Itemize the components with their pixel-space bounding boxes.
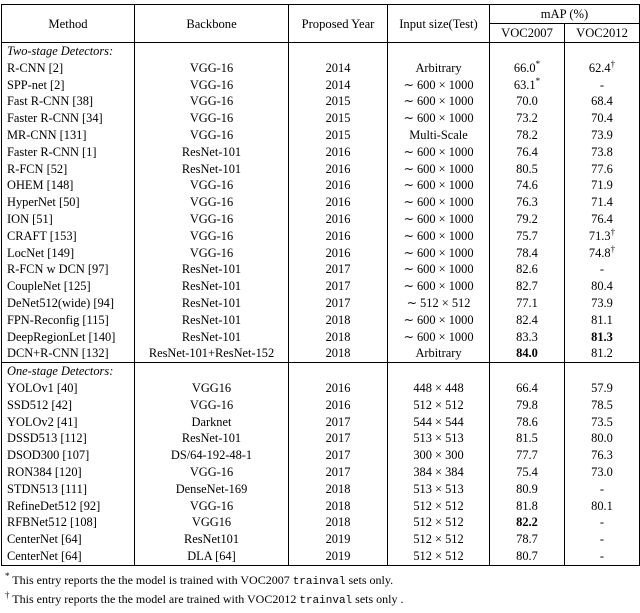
- trainval-code: trainval: [292, 575, 346, 588]
- table-row: [2, 414, 640, 431]
- proposed-year: 2017: [289, 414, 388, 431]
- backbone-value: VGG-16: [135, 397, 289, 414]
- voc2007-map: 76.3: [490, 194, 565, 211]
- empty-cell: [289, 43, 388, 60]
- proposed-year: 2017: [289, 430, 388, 447]
- voc2012-map: 73.0: [591, 464, 613, 479]
- voc2012-map: 81.3: [591, 329, 613, 344]
- backbone-value: VGG-16: [135, 77, 289, 94]
- voc2012-map: 70.4: [591, 111, 613, 126]
- proposed-year: 2015: [289, 93, 388, 110]
- proposed-year: 2016: [289, 380, 388, 397]
- proposed-year: 2017: [289, 447, 388, 464]
- input-size-value: 512 × 512: [388, 514, 490, 531]
- input-size-value: ∼ 600 × 1000: [388, 329, 490, 346]
- empty-cell: [565, 43, 640, 60]
- proposed-year: 2015: [289, 127, 388, 144]
- table-row: [2, 144, 640, 161]
- empty-cell: [388, 363, 490, 380]
- table-row: [2, 345, 640, 362]
- backbone-value: VGG-16: [135, 127, 289, 144]
- voc2007-map: 75.7: [490, 228, 565, 245]
- method-name: DeepRegionLet [140]: [2, 329, 135, 346]
- voc2007-map: 75.4: [490, 464, 565, 481]
- table-row: [2, 312, 640, 329]
- backbone-value: VGG16: [135, 380, 289, 397]
- footnote-voc2012: [5, 589, 639, 607]
- input-size-value: 512 × 512: [388, 498, 490, 515]
- detection-results-table: [1, 4, 640, 566]
- method-name: R-CNN [2]: [2, 60, 135, 77]
- section-label-row: [2, 363, 640, 380]
- voc2012-map: 81.1: [591, 312, 613, 327]
- proposed-year: 2019: [289, 548, 388, 565]
- voc2012-map: 71.9: [591, 178, 613, 193]
- voc2012-map: 80.4: [591, 279, 613, 294]
- input-size-value: Arbitrary: [388, 60, 490, 77]
- voc2007-map: 77.7: [490, 447, 565, 464]
- proposed-year: 2018: [289, 329, 388, 346]
- voc2012-map: 80.0: [591, 431, 613, 446]
- proposed-year: 2018: [289, 312, 388, 329]
- method-name: CenterNet [64]: [2, 548, 135, 565]
- voc2007-map: 82.6: [490, 261, 565, 278]
- proposed-year: 2017: [289, 261, 388, 278]
- proposed-year: 2018: [289, 498, 388, 515]
- backbone-value: ResNet-101: [135, 261, 289, 278]
- proposed-year: 2016: [289, 177, 388, 194]
- table-row: [2, 447, 640, 464]
- input-size-value: 512 × 512: [388, 548, 490, 565]
- voc2012-map: -: [599, 532, 605, 547]
- input-size-value: 513 × 513: [388, 430, 490, 447]
- dagger-marker: †: [5, 589, 10, 600]
- backbone-value: DLA [64]: [135, 548, 289, 565]
- input-size-value: ∼ 600 × 1000: [388, 312, 490, 329]
- voc2007-map: 78.7: [490, 531, 565, 548]
- voc2012-map: 62.4†: [588, 59, 616, 75]
- empty-cell: [490, 363, 565, 380]
- proposed-year: 2018: [289, 514, 388, 531]
- table-body: [2, 43, 640, 566]
- dagger-marker: †: [610, 227, 616, 237]
- column-header-voc2012: VOC2012: [565, 24, 640, 43]
- table-row: [2, 430, 640, 447]
- table-row: [2, 60, 640, 77]
- table-row: [2, 380, 640, 397]
- voc2007-map: 82.7: [490, 278, 565, 295]
- voc2012-map: 78.5: [591, 397, 613, 412]
- table-row: [2, 161, 640, 178]
- table-row: [2, 531, 640, 548]
- backbone-value: VGG-16: [135, 110, 289, 127]
- voc2012-map: 74.8†: [588, 244, 616, 260]
- method-name: YOLOv2 [41]: [2, 414, 135, 431]
- voc2007-map: 81.5: [490, 430, 565, 447]
- voc2007-map: 84.0: [490, 345, 565, 362]
- table-row: [2, 177, 640, 194]
- voc2007-map: 70.0: [490, 93, 565, 110]
- method-name: Fast R-CNN [38]: [2, 93, 135, 110]
- voc2007-map: 79.2: [490, 211, 565, 228]
- voc2012-map: 73.8: [591, 144, 613, 159]
- method-name: DeNet512(wide) [94]: [2, 295, 135, 312]
- input-size-value: ∼ 600 × 1000: [388, 161, 490, 178]
- voc2012-map: 76.4: [591, 211, 613, 226]
- method-name: R-FCN [52]: [2, 161, 135, 178]
- footnotes: [1, 570, 639, 607]
- backbone-value: VGG-16: [135, 194, 289, 211]
- table-row: [2, 514, 640, 531]
- table-row: [2, 228, 640, 245]
- backbone-value: ResNet-101: [135, 329, 289, 346]
- section-label: One-stage Detectors:: [2, 363, 135, 380]
- table-row: [2, 261, 640, 278]
- backbone-value: ResNet-101+ResNet-152: [135, 345, 289, 362]
- proposed-year: 2017: [289, 295, 388, 312]
- input-size-value: 512 × 512: [388, 531, 490, 548]
- column-header-input-size: Input size(Test): [388, 5, 490, 43]
- voc2012-map: 57.9: [591, 380, 613, 395]
- backbone-value: ResNet-101: [135, 161, 289, 178]
- voc2007-map: 80.7: [490, 548, 565, 565]
- column-header-method: Method: [2, 5, 135, 43]
- column-header-year: Proposed Year: [289, 5, 388, 43]
- proposed-year: 2017: [289, 278, 388, 295]
- backbone-value: Darknet: [135, 414, 289, 431]
- section-label: Two-stage Detectors:: [2, 43, 135, 60]
- input-size-value: ∼ 600 × 1000: [388, 278, 490, 295]
- voc2012-map: -: [599, 77, 605, 92]
- method-name: FPN-Reconfig [115]: [2, 312, 135, 329]
- empty-cell: [289, 363, 388, 380]
- voc2007-map: 73.2: [490, 110, 565, 127]
- input-size-value: ∼ 512 × 512: [388, 295, 490, 312]
- backbone-value: VGG-16: [135, 60, 289, 77]
- backbone-value: VGG-16: [135, 228, 289, 245]
- voc2007-map: 83.3: [490, 329, 565, 346]
- voc2007-map: 74.6: [490, 177, 565, 194]
- table-row: [2, 498, 640, 515]
- voc2012-map: 71.3†: [588, 227, 616, 243]
- input-size-value: ∼ 600 × 1000: [388, 194, 490, 211]
- backbone-value: VGG-16: [135, 211, 289, 228]
- table-row: [2, 278, 640, 295]
- backbone-value: VGG16: [135, 514, 289, 531]
- method-name: RefineDet512 [92]: [2, 498, 135, 515]
- voc2012-map: 76.3: [591, 448, 613, 463]
- backbone-value: VGG-16: [135, 464, 289, 481]
- voc2012-map: 71.4: [591, 195, 613, 210]
- voc2012-map: 81.2: [591, 346, 613, 361]
- dagger-marker: †: [610, 59, 616, 69]
- voc2007-map: 82.2: [490, 514, 565, 531]
- empty-cell: [565, 363, 640, 380]
- voc2007-map: 76.4: [490, 144, 565, 161]
- asterisk-marker: *: [535, 59, 541, 69]
- voc2007-map: 80.9: [490, 481, 565, 498]
- footnote-text: sets only .: [352, 591, 404, 606]
- input-size-value: ∼ 600 × 1000: [388, 93, 490, 110]
- proposed-year: 2014: [289, 77, 388, 94]
- input-size-value: ∼ 600 × 1000: [388, 77, 490, 94]
- voc2007-map: 78.2: [490, 127, 565, 144]
- voc2007-map: 77.1: [490, 295, 565, 312]
- voc2012-map: 77.6: [591, 161, 613, 176]
- table-row: [2, 464, 640, 481]
- voc2007-map: 78.6: [490, 414, 565, 431]
- method-name: HyperNet [50]: [2, 194, 135, 211]
- method-name: Faster R-CNN [1]: [2, 144, 135, 161]
- footnote-text: This entry reports the the model is trained with VOC2007: [12, 572, 293, 587]
- method-name: STDN513 [111]: [2, 481, 135, 498]
- proposed-year: 2015: [289, 110, 388, 127]
- column-header-map-group: mAP (%): [490, 5, 640, 24]
- method-name: DSOD300 [107]: [2, 447, 135, 464]
- input-size-value: ∼ 600 × 1000: [388, 245, 490, 262]
- table-header: [2, 5, 640, 43]
- section-label-row: [2, 43, 640, 60]
- input-size-value: 544 × 544: [388, 414, 490, 431]
- table-row: [2, 194, 640, 211]
- backbone-value: ResNet-101: [135, 144, 289, 161]
- input-size-value: ∼ 600 × 1000: [388, 110, 490, 127]
- footnote-text: sets only.: [345, 572, 394, 587]
- proposed-year: 2014: [289, 60, 388, 77]
- table-row: [2, 295, 640, 312]
- voc2007-map: 80.5: [490, 161, 565, 178]
- method-name: RON384 [120]: [2, 464, 135, 481]
- table-row: [2, 329, 640, 346]
- trainval-code: trainval: [299, 594, 353, 607]
- method-name: RFBNet512 [108]: [2, 514, 135, 531]
- table-row: [2, 127, 640, 144]
- method-name: YOLOv1 [40]: [2, 380, 135, 397]
- proposed-year: 2016: [289, 194, 388, 211]
- proposed-year: 2016: [289, 161, 388, 178]
- backbone-value: DS/64-192-48-1: [135, 447, 289, 464]
- backbone-value: ResNet-101: [135, 312, 289, 329]
- table-row: [2, 77, 640, 94]
- table-row: [2, 110, 640, 127]
- proposed-year: 2016: [289, 211, 388, 228]
- table-row: [2, 548, 640, 565]
- backbone-value: VGG-16: [135, 245, 289, 262]
- backbone-value: VGG-16: [135, 177, 289, 194]
- proposed-year: 2018: [289, 481, 388, 498]
- voc2012-map: 73.5: [591, 414, 613, 429]
- table-row: [2, 245, 640, 262]
- input-size-value: ∼ 600 × 1000: [388, 211, 490, 228]
- voc2012-map: -: [599, 262, 605, 277]
- dagger-marker: †: [610, 244, 616, 254]
- method-name: Faster R-CNN [34]: [2, 110, 135, 127]
- voc2007-map: 79.8: [490, 397, 565, 414]
- method-name: CRAFT [153]: [2, 228, 135, 245]
- method-name: DSSD513 [112]: [2, 430, 135, 447]
- method-name: MR-CNN [131]: [2, 127, 135, 144]
- backbone-value: ResNet-101: [135, 295, 289, 312]
- voc2012-map: -: [599, 481, 605, 496]
- voc2012-map: 80.1: [591, 498, 613, 513]
- backbone-value: DenseNet-169: [135, 481, 289, 498]
- asterisk-marker: *: [535, 76, 541, 86]
- proposed-year: 2016: [289, 144, 388, 161]
- input-size-value: ∼ 600 × 1000: [388, 177, 490, 194]
- footnote-voc2007: [5, 570, 639, 588]
- empty-cell: [135, 43, 289, 60]
- table-row: [2, 481, 640, 498]
- voc2007-map: 63.1*: [490, 77, 565, 94]
- voc2012-map: 73.9: [591, 295, 613, 310]
- proposed-year: 2017: [289, 464, 388, 481]
- method-name: LocNet [149]: [2, 245, 135, 262]
- column-header-backbone: Backbone: [135, 5, 289, 43]
- table-row: [2, 397, 640, 414]
- voc2007-map: 82.4: [490, 312, 565, 329]
- method-name: ION [51]: [2, 211, 135, 228]
- voc2007-map: 81.8: [490, 498, 565, 515]
- table-row: [2, 211, 640, 228]
- method-name: CoupleNet [125]: [2, 278, 135, 295]
- proposed-year: 2018: [289, 345, 388, 362]
- empty-cell: [135, 363, 289, 380]
- input-size-value: Arbitrary: [388, 345, 490, 362]
- backbone-value: ResNet101: [135, 531, 289, 548]
- proposed-year: 2016: [289, 228, 388, 245]
- method-name: DCN+R-CNN [132]: [2, 345, 135, 362]
- proposed-year: 2016: [289, 397, 388, 414]
- column-header-voc2007: VOC2007: [490, 24, 565, 43]
- backbone-value: VGG-16: [135, 498, 289, 515]
- input-size-value: 513 × 513: [388, 481, 490, 498]
- input-size-value: ∼ 600 × 1000: [388, 144, 490, 161]
- method-name: CenterNet [64]: [2, 531, 135, 548]
- input-size-value: ∼ 600 × 1000: [388, 228, 490, 245]
- voc2012-map: -: [599, 548, 605, 563]
- table-row: [2, 93, 640, 110]
- voc2007-map: 78.4: [490, 245, 565, 262]
- voc2007-map: 66.4: [490, 380, 565, 397]
- backbone-value: ResNet-101: [135, 430, 289, 447]
- input-size-value: 384 × 384: [388, 464, 490, 481]
- footnote-text: This entry reports the the model are trained with VOC2012: [12, 591, 300, 606]
- proposed-year: 2016: [289, 245, 388, 262]
- proposed-year: 2019: [289, 531, 388, 548]
- empty-cell: [490, 43, 565, 60]
- backbone-value: ResNet-101: [135, 278, 289, 295]
- voc2012-map: -: [599, 515, 605, 530]
- asterisk-marker: *: [5, 570, 10, 581]
- empty-cell: [388, 43, 490, 60]
- method-name: R-FCN w DCN [97]: [2, 261, 135, 278]
- voc2012-map: 68.4: [591, 94, 613, 109]
- input-size-value: ∼ 600 × 1000: [388, 261, 490, 278]
- voc2007-map: 66.0*: [490, 60, 565, 77]
- method-name: OHEM [148]: [2, 177, 135, 194]
- input-size-value: 512 × 512: [388, 397, 490, 414]
- method-name: SSD512 [42]: [2, 397, 135, 414]
- input-size-value: 448 × 448: [388, 380, 490, 397]
- voc2012-map: 73.9: [591, 127, 613, 142]
- header-row-1: [2, 5, 640, 24]
- input-size-value: Multi-Scale: [388, 127, 490, 144]
- input-size-value: 300 × 300: [388, 447, 490, 464]
- backbone-value: VGG-16: [135, 93, 289, 110]
- method-name: SPP-net [2]: [2, 77, 135, 94]
